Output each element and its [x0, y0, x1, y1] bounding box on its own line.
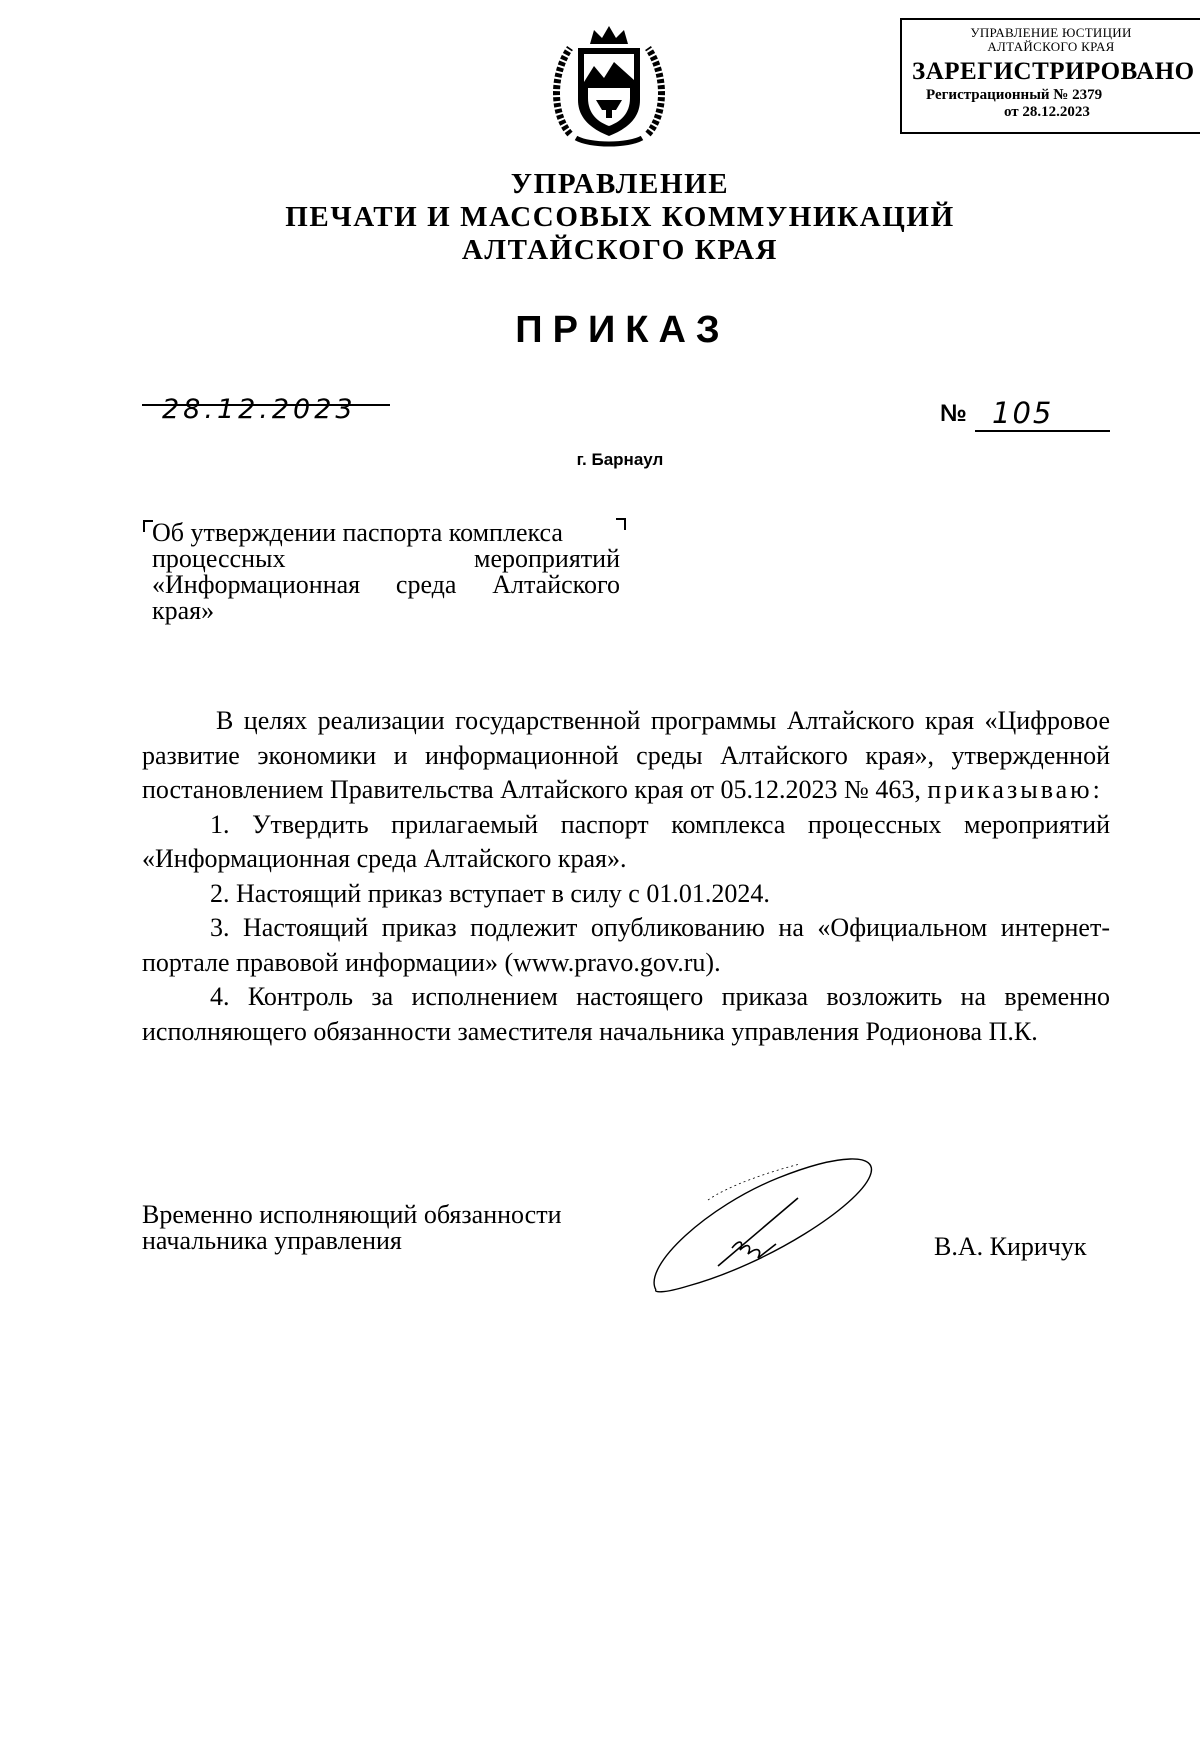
order-item-1: 1. Утвердить прилагаемый паспорт комплекса процессных мероприятий «Информационная среда Алтайского края». [142, 809, 1110, 873]
subject-line1: Об утверждении паспорта комплекса [152, 518, 563, 547]
organization-header [0, 168, 1200, 267]
date-underline [142, 404, 390, 406]
registration-stamp [900, 18, 1200, 134]
document-subject [152, 520, 620, 624]
document-title: ПРИКАЗ [515, 309, 730, 351]
order-item-2: 2. Настоящий приказ вступает в силу с 01.01.2024. [210, 878, 770, 908]
order-item-4: 4. Контроль за исполнением настоящего приказа возложить на временно исполняющего обязанности заместителя начальника управления Родионова П.К. [142, 982, 1110, 1046]
handwritten-signature-icon [648, 1146, 878, 1296]
order-item-3: 3. Настоящий приказ подлежит опубликованию на «Официальном интернет-портале правовой информации» (www.pravo.gov.ru). [142, 913, 1110, 977]
stamp-reg-date: от 28.12.2023 [1004, 104, 1090, 120]
org-line3: АЛТАЙСКОГО КРАЯ [461, 234, 779, 266]
number-underline [975, 430, 1110, 432]
handwritten-date: 28.12.2023 [162, 394, 357, 425]
coat-of-arms-icon [550, 22, 668, 150]
org-line1: УПРАВЛЕНИЕ [510, 168, 730, 200]
handwritten-number: 105 [992, 396, 1054, 430]
signer-position-line1: Временно исполняющий обязанности [142, 1200, 562, 1229]
preamble-text: В целях реализации государственной программы Алтайского края «Цифровое развитие экономики и информационной среды Алтайского края», утвержденной постановлением Правительства Алтайского края от 05.12.2023 № 463, [142, 706, 1110, 804]
city: г. Барнаул [576, 450, 664, 469]
signer-position-line2: начальника управления [142, 1226, 402, 1255]
order-word: приказываю: [927, 775, 1103, 804]
stamp-line1: УПРАВЛЕНИЕ ЮСТИЦИИ [970, 25, 1132, 40]
signer-position [142, 1202, 662, 1254]
subject-rest: процессных мероприятий «Информационная среда Алтайского края» [152, 544, 620, 625]
preamble-paragraph [142, 704, 1110, 808]
org-line2: ПЕЧАТИ И МАССОВЫХ КОММУНИКАЦИЙ [285, 201, 955, 233]
stamp-reg-number: Регистрационный № 2379 [926, 87, 1103, 103]
document-body [142, 704, 1110, 1049]
stamp-status: ЗАРЕГИСТРИРОВАНО [912, 58, 1195, 85]
stamp-line2: АЛТАЙСКОГО КРАЯ [987, 39, 1115, 54]
number-label: № [940, 400, 967, 427]
signer-name: В.А. Киричук [934, 1232, 1087, 1261]
